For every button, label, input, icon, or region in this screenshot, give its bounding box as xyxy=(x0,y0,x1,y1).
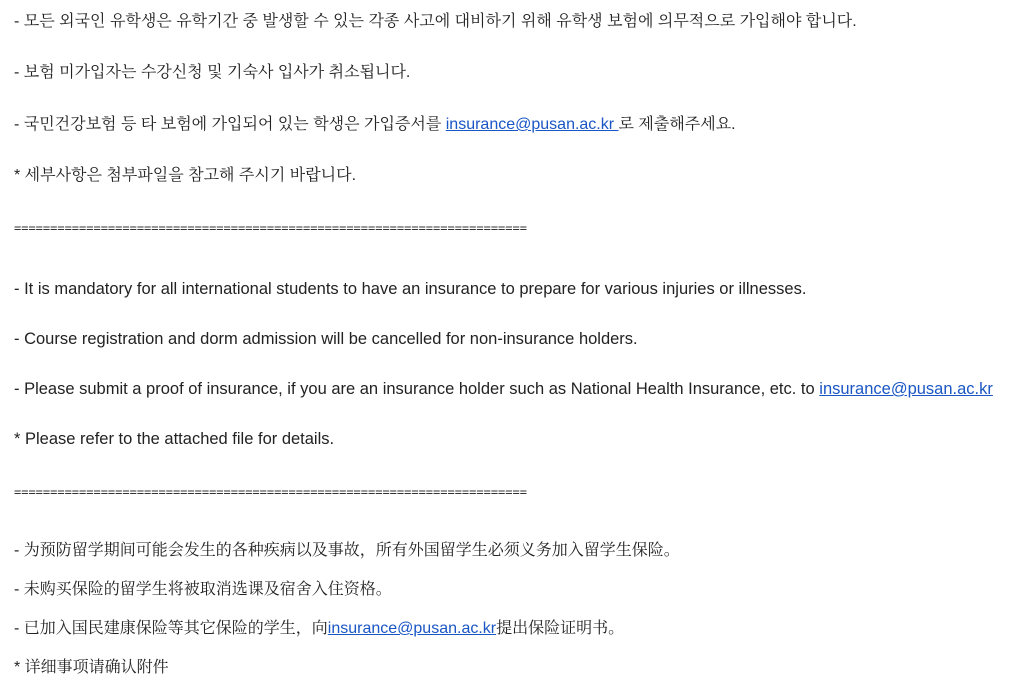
korean-line-1: - 모든 외국인 유학생은 유학기간 중 발생할 수 있는 각종 사고에 대비하기 위해 유학생 보험에 의무적으로 가입해야 합니다. xyxy=(14,13,857,30)
chinese-line-2: - 未购买保险的留学生将被取消选课及宿舍入住资格。 xyxy=(14,581,392,598)
korean-line-2: - 보험 미가입자는 수강신청 및 기숙사 입사가 취소됩니다. xyxy=(14,64,411,81)
chinese-line-3-suffix: 提出保险证明书。 xyxy=(496,620,625,637)
korean-email-link[interactable]: insurance@pusan.ac.kr xyxy=(445,116,619,133)
chinese-line-3-prefix: - 已加入国民建康保险等其它保险的学生，向 xyxy=(14,620,328,637)
english-email-link[interactable]: insurance@pusan.ac.kr xyxy=(819,380,993,398)
separator-1: ======================================================================= xyxy=(14,221,527,235)
korean-line-4: * 세부사항은 첨부파일을 참고해 주시기 바랍니다. xyxy=(14,167,357,184)
english-line-4: * Please refer to the attached file for details. xyxy=(14,430,335,448)
english-line-3-prefix: - Please submit a proof of insurance, if you are an insurance holder such as National Health Insurance, etc. to xyxy=(14,380,820,398)
korean-line-3-prefix: - 국민건강보험 등 타 보험에 가입되어 있는 학생은 가입증서를 xyxy=(14,116,446,133)
english-line-1: - It is mandatory for all international students to have an insurance to prepare for various injuries or illnesses. xyxy=(14,280,807,298)
korean-line-3-suffix: 로 제출해주세요. xyxy=(618,116,736,133)
chinese-line-3 xyxy=(14,619,624,639)
chinese-line-1: - 为预防留学期间可能会发生的各种疾病以及事故，所有外国留学生必须义务加入留学生保险。 xyxy=(14,542,680,559)
english-line-3 xyxy=(14,379,993,399)
chinese-line-4: * 详细事项请确认附件 xyxy=(14,659,169,676)
separator-2: ======================================================================= xyxy=(14,485,527,499)
english-line-2: - Course registration and dorm admission will be cancelled for non-insurance holders. xyxy=(14,330,638,348)
korean-line-3 xyxy=(14,115,736,135)
chinese-email-link[interactable]: insurance@pusan.ac.kr xyxy=(327,620,497,637)
